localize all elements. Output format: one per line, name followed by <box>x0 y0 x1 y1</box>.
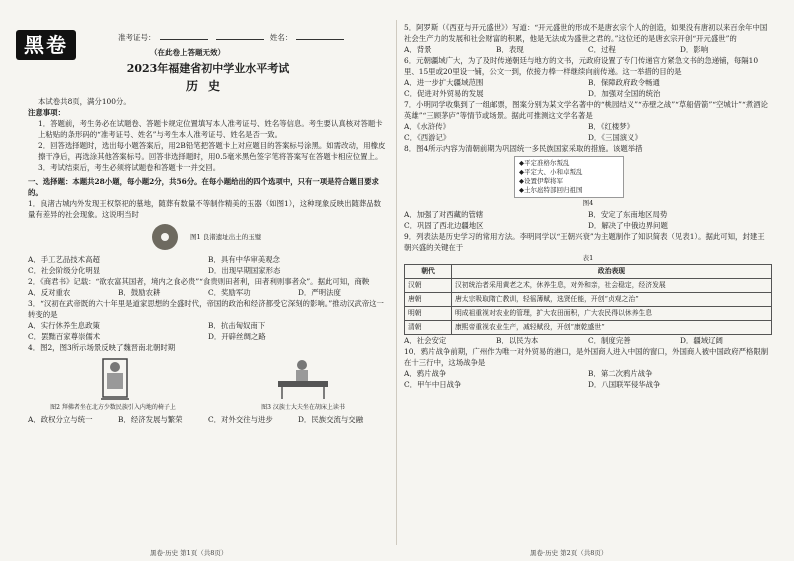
ticket-blank <box>160 39 208 40</box>
page-count: 本试卷共8页，满分100分。 <box>38 97 131 106</box>
q7-option-b[interactable]: B．《红楼梦》 <box>588 122 635 131</box>
name-label: 姓名： <box>269 33 293 42</box>
fig1-caption: 图1 良渚遗址出土的玉璧 <box>190 232 262 241</box>
q6-stem: 6．元朝疆域广大，为了及时传递朝廷与地方的文书，元政府设置了专门传递官方紧急文书的急递铺，每隔10里、15里或20里设一铺，公文一到，依接力棒一样继续向前传递。这一举措的目的是 <box>404 56 759 76</box>
q8-option-c[interactable]: C．巩固了西北边疆地区 <box>404 221 484 230</box>
q9-option-c[interactable]: C．制度完善 <box>588 336 631 345</box>
q7-option-a[interactable]: A．《水浒传》 <box>404 122 450 131</box>
q4-option-b[interactable]: B．经济发展与繁荣 <box>118 415 183 424</box>
q10-option-b[interactable]: B．第二次鸦片战争 <box>588 369 653 378</box>
q4-option-d[interactable]: D．民族交流与交融 <box>298 415 364 424</box>
q9-option-b[interactable]: B．以民为本 <box>496 336 539 345</box>
black-paper-badge: 黑卷 <box>16 30 76 60</box>
q2-stem: 2．《商君书》记载：“欲农富其国者，境内之食必贵”“食贵则田者利，田者利则事者众”。据此可知，商鞅 <box>28 277 370 286</box>
table-row <box>405 293 772 307</box>
table-header-row <box>405 265 772 279</box>
page-divider <box>396 20 397 545</box>
q9-option-a[interactable]: A．社会安定 <box>404 336 447 345</box>
table-cell: 清朝 <box>405 321 452 335</box>
fig4-box <box>514 156 624 198</box>
name-blank <box>296 39 344 40</box>
candidate-info <box>118 32 348 43</box>
q7-option-c[interactable]: C．《西游记》 <box>404 133 451 142</box>
table1 <box>404 264 772 335</box>
fig4-item: ◆设置伊犁将军 <box>519 177 563 185</box>
q5-option-d[interactable]: D．影响 <box>680 45 709 54</box>
fig2 <box>28 355 198 412</box>
q6-option-c[interactable]: C．促进对外贸易的发展 <box>404 89 484 98</box>
q2-options <box>28 287 388 298</box>
q1-option-a[interactable]: A．手工艺品技术高超 <box>28 255 100 264</box>
table-row <box>405 307 772 321</box>
table-cell: 唐朝 <box>405 293 452 307</box>
q3-option-c[interactable]: C．罢黜百家尊崇儒术 <box>28 332 101 341</box>
table-cell: 明成祖重视对农业的管理，扩大农田面积，广大农民得以休养生息 <box>452 307 772 321</box>
q10-option-a[interactable]: A．鸦片战争 <box>404 369 447 378</box>
table-cell: 康熙帝重视农业生产，减轻赋役，开创“康乾盛世” <box>452 321 772 335</box>
q2-option-a[interactable]: A．反对重农 <box>28 288 71 297</box>
right-page <box>404 22 772 390</box>
table-cell: 汉初统治者采用黄老之术，休养生息，对外和亲，社会稳定，经济发展 <box>452 279 772 293</box>
subject-title: 历史 <box>185 79 230 93</box>
left-page-footer: 黑卷·历史 第1页（共8页） <box>150 549 228 557</box>
q3-option-d[interactable]: D．开辟丝绸之路 <box>208 332 266 341</box>
q8-option-d[interactable]: D．解决了中俄边界问题 <box>588 221 668 230</box>
table-cell: 唐太宗吸取隋亡教训，轻徭薄赋，选贤任能，开创“贞观之治” <box>452 293 772 307</box>
note-2: 2．回答选择题时，选出每小题答案后，用2B铅笔把答题卡上对应题目的答案标号涂黑。如需改动，用橡皮擦干净后，再选涂其他答案标号。回答非选择题时，用0.5毫米黑色签字笔将答案写在答题卡相应位置上。 <box>38 141 386 161</box>
hu-bed-reading-icon <box>268 355 338 401</box>
q1-figure <box>148 222 388 252</box>
q5-option-b[interactable]: B．表现 <box>496 45 524 54</box>
q6-option-b[interactable]: B．保障政府政令畅通 <box>588 78 660 87</box>
q4-stem: 4．图2，图3所示场景反映了魏晋南北朝时期 <box>28 343 176 352</box>
q1-option-b[interactable]: B．具有中华审美观念 <box>208 255 280 264</box>
table-header: 政治表现 <box>452 265 772 279</box>
section-title: 一、选择题：本题共28小题，每小题2分，共56分。在每小题给出的四个选项中，只有一项是符合题目要求的。 <box>28 177 379 197</box>
q4-option-c[interactable]: C．对外交往与进步 <box>208 415 273 424</box>
q6-option-a[interactable]: A．进一步扩大疆域范围 <box>404 78 484 87</box>
table1-title: 表1 <box>582 254 594 262</box>
q2-option-b[interactable]: B．鼓励农耕 <box>118 288 161 297</box>
q10-option-c[interactable]: C．甲午中日战争 <box>404 380 462 389</box>
q9-option-d[interactable]: D．疆域辽阔 <box>680 336 723 345</box>
fig3 <box>218 355 388 412</box>
table-cell: 明朝 <box>405 307 452 321</box>
ticket-blank-2 <box>216 39 264 40</box>
right-page-footer: 黑卷·历史 第2页（共8页） <box>530 549 608 557</box>
table-row <box>405 321 772 335</box>
chair-figure-icon <box>83 355 143 401</box>
q4-option-a[interactable]: A．政权分立与统一 <box>28 415 93 424</box>
q10-stem: 10．鸦片战争前期，广州作为唯一对外贸易的港口，是外国商人进入中国的窗口，外国商人被中国政府严格限制在十三行中，这场战争是 <box>404 347 769 367</box>
q5-stem: 5．阿罗斯（《西亚与开元盛世》）写道：“开元盛世的形成不是唐玄宗个人的创造，如果没有唐初以来百余年中国社会生产力的发展和社会财富的积累，他是无法成为盛世之君的。”这位还的是唐玄宗开创“开元盛世”的 <box>404 23 768 43</box>
q9-stem: 9．列表法是历史学习的常用方法。李明同学以“王朝兴衰”为主题制作了知识简表（见表1）。据此可知，封建王朝兴盛的关键在于 <box>404 232 765 252</box>
q4-figures <box>28 355 388 412</box>
q1-options <box>28 254 388 276</box>
table-cell: 汉朝 <box>405 279 452 293</box>
q1-stem: 1．良渚古城内外发现王权祭祀的墓地，随葬有数量不等制作精美的玉器（如图1），这种现象反映出随葬品数量有差异的社会现象。这说明当时 <box>28 199 382 219</box>
q6-options <box>404 77 772 99</box>
q4-options <box>28 414 388 425</box>
q5-option-c[interactable]: C．过程 <box>588 45 616 54</box>
table-row <box>405 279 772 293</box>
q1-option-c[interactable]: C．社会阶级分化明显 <box>28 266 101 275</box>
table-header: 朝代 <box>405 265 452 279</box>
q8-option-a[interactable]: A．加强了对西藏的管辖 <box>404 210 484 219</box>
q5-option-a[interactable]: A．背景 <box>404 45 432 54</box>
q9-options <box>404 335 772 346</box>
q3-options <box>28 320 388 342</box>
q3-option-b[interactable]: B．抗击匈奴南下 <box>208 321 266 330</box>
exam-title: 2023年福建省初中学业水平考试 <box>126 62 290 75</box>
note-3: 3．考试结束后，考生必须将试题卷和答题卡一并交回。 <box>38 163 221 172</box>
q5-options <box>404 44 772 55</box>
jade-bi-disc-icon <box>148 222 182 252</box>
q3-option-a[interactable]: A．实行休养生息政策 <box>28 321 100 330</box>
q7-options <box>404 121 772 143</box>
fig4-item: ◆平定大、小和卓叛乱 <box>519 168 583 176</box>
q8-option-b[interactable]: B．安定了东南地区局势 <box>588 210 668 219</box>
q2-option-c[interactable]: C．奖励军功 <box>208 288 251 297</box>
invalid-warning: （在此卷上答题无效） <box>150 48 225 57</box>
q8-stem: 8．图4所示内容为清朝前期为巩固统一多民族国家采取的措施。该题举措 <box>404 144 643 153</box>
q1-option-d[interactable]: D．出现早期国家形态 <box>208 266 281 275</box>
fig2-caption: 图2 拜佛者坐在北方少数民族引入内地的椅子上 <box>50 404 176 411</box>
note-1: 1．答题前，考生务必在试题卷、答题卡规定位置填写本人准考证号、姓名等信息。考生要认真核对答题卡上粘贴的条形码的“准考证号、姓名”与考生本人准考证号、姓名是否一致。 <box>38 119 383 139</box>
q10-option-d[interactable]: D．八国联军侵华战争 <box>588 380 661 389</box>
q7-stem: 7．小明同学收集到了一组邮票，图案分别为某文学名著中的“桃园结义”“赤壁之战”“草船借箭”“空城计”“煮酒论英雄”“三顾茅庐”等情节或场景。据此可推测这文学名著是 <box>404 100 768 120</box>
fig4-item: ◆平定准格尔叛乱 <box>519 159 570 167</box>
q6-option-d[interactable]: D．加强对全国的统治 <box>588 89 661 98</box>
q7-option-d[interactable]: D．《三国演义》 <box>588 133 642 142</box>
q3-stem: 3．“汉初在武帝既的六十年里是道家思想的全盛时代，帝国的政治和经济都受它深刻的影响。”推动汉武帝这一转变的是 <box>28 299 384 319</box>
fig4-item: ◆土尔扈特部回归祖国 <box>519 186 583 194</box>
fig4-caption: 图4 <box>582 199 594 207</box>
q8-options <box>404 209 772 231</box>
fig3-caption: 图3 汉族士大夫坐在胡床上读书 <box>261 404 345 411</box>
ticket-label: 准考证号： <box>118 33 156 42</box>
q10-options <box>404 368 772 390</box>
left-page <box>28 96 388 425</box>
q2-option-d[interactable]: D．严明法度 <box>298 288 341 297</box>
notes-title: 注意事项： <box>28 108 65 117</box>
